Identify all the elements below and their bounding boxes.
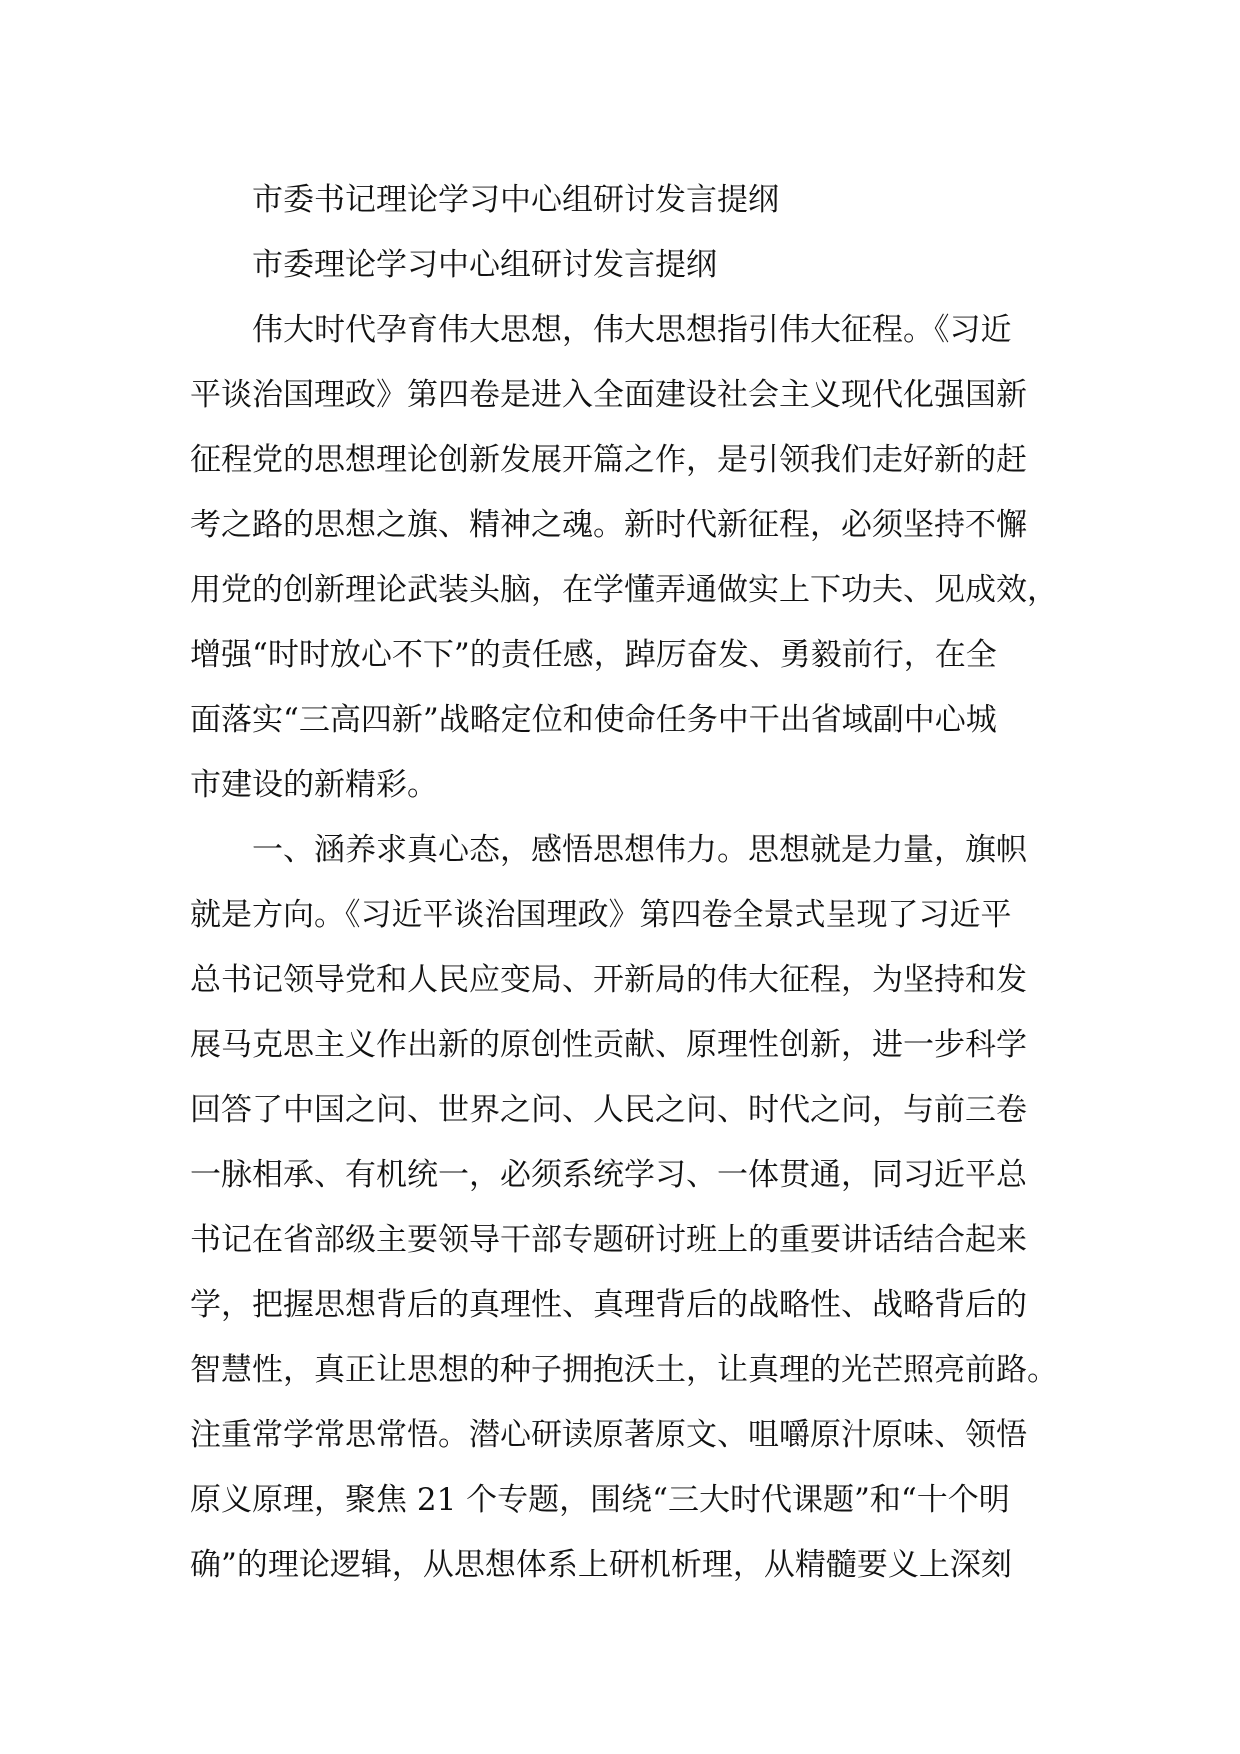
paragraph-line: 注重常学常思常悟。潜心研读原著原文、咀嚼原汁原味、领悟 xyxy=(190,1417,1027,1453)
paragraph-line: 一脉相承、有机统一，必须系统学习、一体贯通，同习近平总 xyxy=(190,1157,1027,1193)
paragraph-line: 伟大时代孕育伟大思想，伟大思想指引伟大征程。《习近 xyxy=(252,312,1012,348)
document-title: 市委书记理论学习中心组研讨发言提纲 xyxy=(252,182,779,218)
paragraph-line: 学，把握思想背后的真理性、真理背后的战略性、战略背后的 xyxy=(190,1287,1027,1323)
paragraph-line: 一、涵养求真心态，感悟思想伟力。思想就是力量，旗帜 xyxy=(252,832,1027,868)
paragraph-intro xyxy=(190,298,1070,818)
paragraph-line: 回答了中国之问、世界之问、人民之问、时代之问，与前三卷 xyxy=(190,1092,1027,1128)
paragraph-line: 市建设的新精彩。 xyxy=(190,767,438,803)
document-subtitle: 市委理论学习中心组研讨发言提纲 xyxy=(252,247,717,283)
paragraph-line: 用党的创新理论武装头脑，在学懂弄通做实上下功夫、见成效， xyxy=(190,572,1058,608)
paragraph-line: 考之路的思想之旗、精神之魂。新时代新征程，必须坚持不懈 xyxy=(190,507,1027,543)
paragraph-line: 征程党的思想理论创新发展开篇之作，是引领我们走好新的赶 xyxy=(190,442,1027,478)
paragraph-line: 智慧性，真正让思想的种子拥抱沃土，让真理的光芒照亮前路。 xyxy=(190,1352,1058,1388)
paragraph-line: 原义原理，聚焦 21 个专题，围绕“三大时代课题”和“十个明 xyxy=(190,1482,1010,1518)
paragraph-line: 展马克思主义作出新的原创性贡献、原理性创新，进一步科学 xyxy=(190,1027,1027,1063)
document-body xyxy=(190,168,1070,1598)
paragraph-line: 增强“时时放心不下”的责任感，踔厉奋发、勇毅前行，在全 xyxy=(190,637,997,673)
paragraph-line: 书记在省部级主要领导干部专题研讨班上的重要讲话结合起来 xyxy=(190,1222,1027,1258)
paragraph-line: 就是方向。《习近平谈治国理政》第四卷全景式呈现了习近平 xyxy=(190,897,1012,933)
paragraph-line: 总书记领导党和人民应变局、开新局的伟大征程，为坚持和发 xyxy=(190,962,1027,998)
paragraph-line: 面落实“三高四新”战略定位和使命任务中干出省域副中心城 xyxy=(190,702,997,738)
paragraph-line: 平谈治国理政》第四卷是进入全面建设社会主义现代化强国新 xyxy=(190,377,1027,413)
paragraph-section-one xyxy=(190,818,1070,1598)
paragraph-line: 确”的理论逻辑，从思想体系上研机析理，从精髓要义上深刻 xyxy=(190,1547,1012,1583)
